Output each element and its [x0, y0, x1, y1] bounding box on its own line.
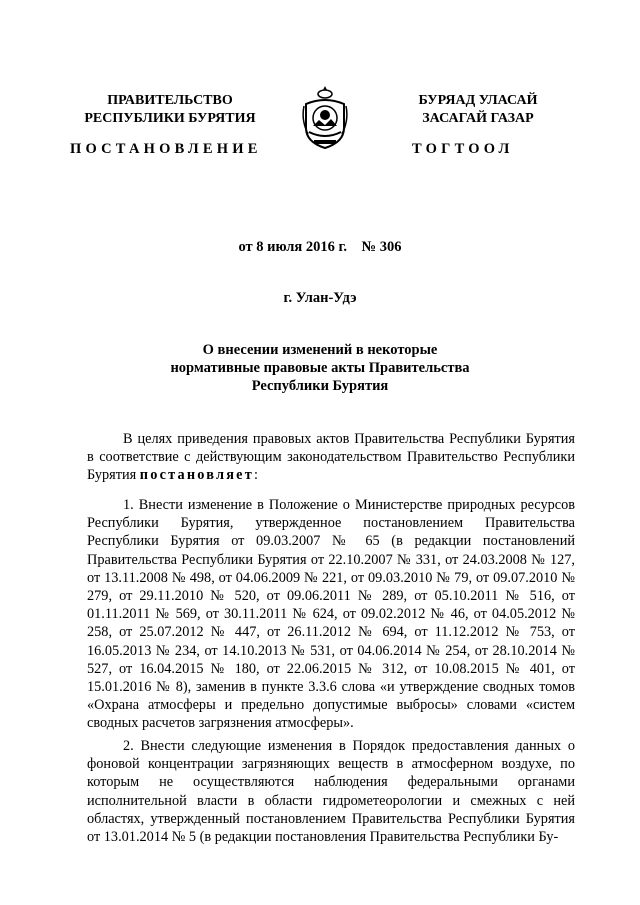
issuer-bua-line1: БУРЯАД УЛАСАЙ: [418, 93, 538, 108]
item-1-paragraph: 1. Внести изменение в Положение о Министерстве природных ресурсов Республики Бурятия, утвержденное постановлением Правительства Республики Бурятия от 09.03.2007 № 65 (в редакции постановлений Правительства Республики Бурятия от 22.10.2007 № 331, от 24.03.2008 № 127, от 13.11.2008 № 498, от 04.06.2009 № 221, от 09.03.2010 № 79, от 09.07.2010 № 279, от 29.11.2010 № 520, от 09.06.2011 № 289, от 05.10.2011 № 516, от 01.11.2011 № 569, от 30.11.2011 № 624, от 09.02.2012 № 46, от 04.05.2012 № 258, от 25.07.2012 № 447, от 26.11.2012 № 694, от 11.12.2012 № 753, от 16.05.2013 № 234, от 14.10.2013 № 531, от 04.06.2014 № 254, от 28.10.2014 № 527, от 16.04.2015 № 180, от 22.06.2015 № 312, от 10.08.2015 № 401, от 15.01.2016 № 8), заменив в пункте 3.3.6 слова «и утверждение сводных томов «Охрана атмосферы и предельно допустимые выбросы» словами «систем сводных расчетов загрязнения атмосферы».: [87, 497, 575, 732]
preamble-end: :: [253, 467, 258, 484]
doc-title-line2: нормативные правовые акты Правительства: [170, 360, 470, 376]
issuer-ru-line2: РЕСПУБЛИКИ БУРЯТИЯ: [84, 111, 256, 126]
preamble-text: В целях приведения правовых актов Правительства Республики Бурятия в соответствие с действующим законодательством Правительство Республики Бурятия: [87, 431, 575, 484]
doc-date: от 8 июля 2016 г.: [238, 239, 348, 255]
doc-type-bua: ТОГТООЛ: [412, 141, 514, 157]
preamble-paragraph: [87, 430, 575, 485]
doc-title: [0, 341, 640, 395]
coat-of-arms-icon: [300, 84, 350, 152]
issuer-bua-line2: ЗАСАГАЙ ГАЗАР: [422, 111, 534, 126]
issuer-ru: [70, 92, 270, 128]
doc-type-ru: ПОСТАНОВЛЕНИЕ: [70, 141, 262, 157]
decree-word: постановляет: [139, 467, 254, 484]
doc-number: № 306: [361, 239, 402, 255]
doc-title-line3: Республики Бурятия: [251, 378, 389, 394]
issuer-ru-line1: ПРАВИТЕЛЬСТВО: [107, 93, 233, 108]
doc-city: г. Улан-Удэ: [283, 290, 357, 306]
doc-title-line1: О внесении изменений в некоторые: [202, 342, 438, 358]
item-2-paragraph: 2. Внести следующие изменения в Порядок предоставления данных о фоновой концентрации загрязняющих веществ в атмосферном воздухе, по которым не осуществляются наблюдения федеральными органами исполнительной власти в области гидрометеорологии и смежных с ней областях, утвержденный постановлением Правительства Республики Бурятия от 13.01.2014 № 5 (в редакции постановления Правительства Республики Бу-: [87, 738, 575, 846]
issuer-bua: [378, 92, 578, 128]
date-number-line: [0, 239, 640, 256]
